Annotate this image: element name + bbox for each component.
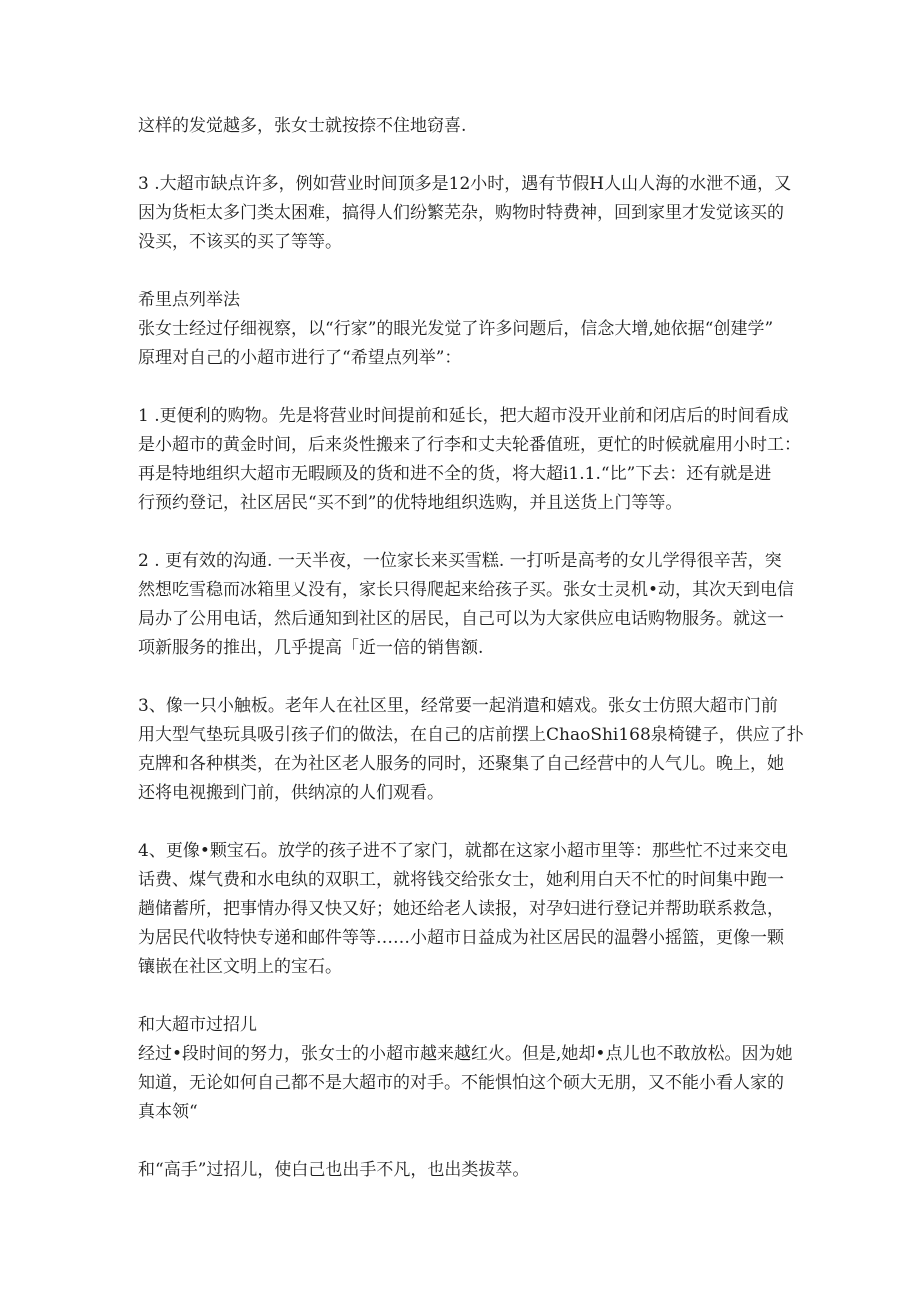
- text-line: 和“高手”过招儿，使白己也出手不凡，也出类拔萃。: [138, 1160, 530, 1180]
- text-line: 还将电视搬到门前，供纳凉的人们观看。: [138, 783, 444, 803]
- text-line: 行预约登记，社区居民“买不到”的优特地组织选购，并且送货上门等等。: [138, 493, 683, 513]
- text-line: 再是特地组织大超市无暇顾及的货和进不全的货，将大超i1.1.“比”下去：还有就是进: [138, 464, 772, 484]
- text-line: 镶嵌在社区文明上的宝石。: [138, 957, 342, 977]
- text-line: 3、像一只小触板。老年人在社区里，经常要一起消遣和嬉戏。张女士仿照大超市门前: [138, 696, 778, 716]
- section-compete: [138, 1011, 793, 1127]
- paragraph-hope-3: [138, 692, 804, 808]
- paragraph-point-3: [138, 170, 790, 257]
- paragraph-hope-2: [138, 547, 795, 663]
- section-heading: 希里点列举法: [138, 290, 240, 310]
- text-line: 知道，无论如何自己都不是大超市的对手。不能惧怕这个硕大无朋，又不能小看人家的: [138, 1073, 784, 1093]
- text-line: 用大型气垫玩具吸引孩子们的做法，在自己的店前摆上ChaoShi168泉椅键子，供应了扑: [138, 725, 804, 745]
- section-hope-list: [138, 286, 790, 373]
- text-line: 真本领“: [138, 1102, 198, 1122]
- paragraph-closing: [138, 1156, 790, 1185]
- text-line: 然想吃雪稳而冰箱里乂没有，家长只得爬起来给孩子买。张女士灵机•动，其次天到电信: [138, 580, 795, 600]
- text-line: 克牌和各种棋类，在为社区老人服务的同时，还聚集了自己经营中的人气儿。晚上，她: [138, 754, 784, 774]
- text-line: 2 . 更有效的沟通. 一天半夜，一位家长来买雪糕. 一打听是高考的女儿学得很辛苦，突: [138, 551, 782, 571]
- section-heading: 和大超市过招儿: [138, 1015, 257, 1035]
- text-line: 项新服务的推出，几乎提高「近一倍的销售额.: [138, 638, 484, 658]
- text-line: 是小超市的黄金时间，后来炎性搬来了行李和丈夫轮番值班，更忙的时候就雇用小时工：: [138, 435, 801, 455]
- text-line: 原理对自己的小超市进行了“希望点列举”：: [138, 348, 462, 368]
- text-line: 趟储蓄所，把事情办得又快又好；她还给老人读报，对孕妇进行登记并帮助联系救急，: [138, 899, 784, 919]
- text-line: 因为货柜太多门类太困难，搞得人们纷繁芜杂，购物时特费神，回到家里才发觉该买的: [138, 203, 784, 223]
- paragraph-hope-1: [138, 402, 801, 518]
- paragraph-intro: [138, 112, 790, 141]
- text-line: 经过•段时间的努力，张女士的小超市越来越红火。但是,她却•点儿也不敢放松。因为她: [138, 1044, 793, 1064]
- text-line: 4、更像•颗宝石。放学的孩子进不了家门，就都在这家小超市里等：那些忙不过来交电: [138, 841, 788, 861]
- text-line: 张女士经过仔细视察，以“行家”的眼光发觉了许多问题后，信念大增,她依据“创建学”: [138, 319, 774, 339]
- paragraph-hope-4: [138, 837, 790, 982]
- text-line: 局办了公用电话，然后通知到社区的居民，自己可以为大家供应电话购物服务。就这一: [138, 609, 784, 629]
- text-line: 话费、煤气费和水电纨的双职工，就将钱交给张女士，她利用白天不忙的时间集中跑一: [138, 870, 784, 890]
- text-line: 为居民代收特快专递和邮件等等……小超市日益成为社区居民的温磬小摇篮，更像一颗: [138, 928, 784, 948]
- text-line: 3 .大超市缺点许多，例如营业时间顶多是12小时，遇有节假H人山人海的水泄不通，又: [138, 174, 792, 194]
- text-line: 1 .更便利的购物。先是将营业时间提前和延长，把大超市没开业前和闭店后的时间看成: [138, 406, 789, 426]
- text-line: 这样的发觉越多，张女士就按捺不住地窃喜.: [138, 116, 467, 136]
- text-line: 没买，不该买的买了等等。: [138, 232, 342, 252]
